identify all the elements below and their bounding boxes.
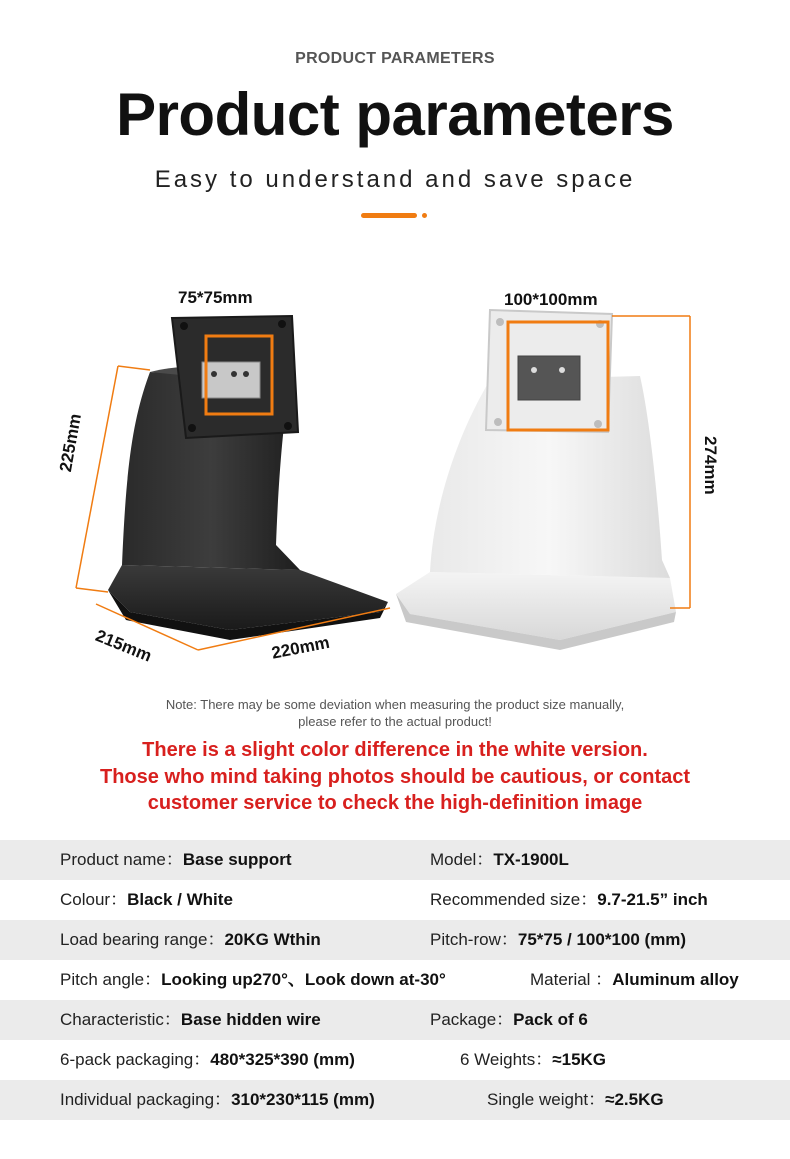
spec-value: 480*325*390 (mm) — [210, 1050, 355, 1069]
spec-label: Pitch-row： — [430, 930, 518, 949]
spec-value: TX-1900L — [493, 850, 569, 869]
black-height-label: 225mm — [56, 412, 85, 474]
spec-label: Characteristic： — [60, 1010, 181, 1029]
note-line-2: please refer to the actual product! — [298, 714, 492, 729]
warning-line-2: Those who mind taking photos should be cautious, or contact — [99, 765, 691, 788]
spec-value: Black / White — [127, 890, 233, 909]
spec-value: 20KG Wthin — [224, 930, 321, 949]
spec-label: Recommended size： — [430, 890, 598, 909]
spec-value: Aluminum alloy — [612, 970, 739, 989]
spec-left — [60, 1040, 355, 1080]
spec-label: Load bearing range： — [60, 930, 225, 949]
spec-label: Pitch angle： — [60, 970, 162, 989]
spec-row — [0, 960, 790, 1000]
spec-left — [60, 920, 321, 960]
spec-label: Single weight： — [487, 1090, 606, 1109]
spec-row — [0, 1040, 790, 1080]
spec-right — [430, 1000, 588, 1040]
spec-row — [0, 840, 790, 880]
spec-table — [0, 840, 790, 1120]
spec-value: Pack of 6 — [513, 1010, 588, 1029]
spec-label: Individual packaging： — [60, 1090, 232, 1109]
spec-label: Package： — [430, 1010, 514, 1029]
spec-value: ≈2.5KG — [605, 1090, 664, 1109]
spec-value: 310*230*115 (mm) — [231, 1090, 375, 1109]
spec-label: Product name： — [60, 850, 183, 869]
warning-line-3: customer service to check the high-definition image — [147, 792, 643, 814]
spec-row — [0, 880, 790, 920]
accent-dot — [422, 213, 427, 218]
spec-right — [430, 880, 708, 920]
product-illustration — [0, 270, 790, 690]
spec-left — [60, 880, 233, 920]
white-vesa-label: 100*100mm — [504, 290, 598, 309]
spec-right — [487, 1080, 664, 1120]
note-line-1: Note: There may be some deviation when measuring the product size manually, — [165, 697, 625, 712]
spec-label: Colour： — [60, 890, 128, 909]
spec-row — [0, 1000, 790, 1040]
spec-right — [530, 960, 739, 1000]
white-height-label: 274mm — [701, 436, 720, 495]
spec-right — [430, 840, 569, 880]
page-subtitle: Easy to understand and save space — [154, 166, 636, 193]
spec-right — [430, 920, 686, 960]
spec-label: Model： — [430, 850, 494, 869]
section-eyebrow: PRODUCT PARAMETERS — [295, 50, 495, 67]
black-width-label: 220mm — [270, 632, 332, 663]
spec-value: Base support — [182, 850, 292, 869]
spec-left — [60, 1000, 321, 1040]
spec-value: 75*75 / 100*100 (mm) — [517, 930, 687, 949]
spec-left — [60, 1080, 375, 1120]
spec-value: Base hidden wire — [180, 1010, 321, 1029]
spec-value: 9.7-21.5” inch — [597, 890, 708, 909]
spec-left — [60, 840, 291, 880]
spec-label: 6-pack packaging： — [60, 1050, 211, 1069]
black-depth-label: 215mm — [92, 626, 155, 666]
white-stand — [396, 310, 676, 650]
spec-value: Looking up270°、Look down at-30° — [161, 970, 446, 989]
accent-divider — [361, 213, 417, 218]
black-vesa-label: 75*75mm — [178, 288, 253, 307]
spec-left — [60, 960, 446, 1000]
measurement-note — [0, 696, 790, 730]
spec-value: ≈15KG — [552, 1050, 607, 1069]
page-title: Product parameters — [116, 81, 674, 148]
spec-label: Material ： — [530, 970, 613, 989]
black-stand — [108, 316, 388, 640]
spec-label: 6 Weights： — [460, 1050, 553, 1069]
spec-row — [0, 1080, 790, 1120]
product-figure — [0, 270, 790, 690]
color-warning — [40, 737, 750, 817]
spec-right — [460, 1040, 606, 1080]
warning-line-1: There is a slight color difference in the white version. — [142, 739, 648, 761]
spec-row — [0, 920, 790, 960]
